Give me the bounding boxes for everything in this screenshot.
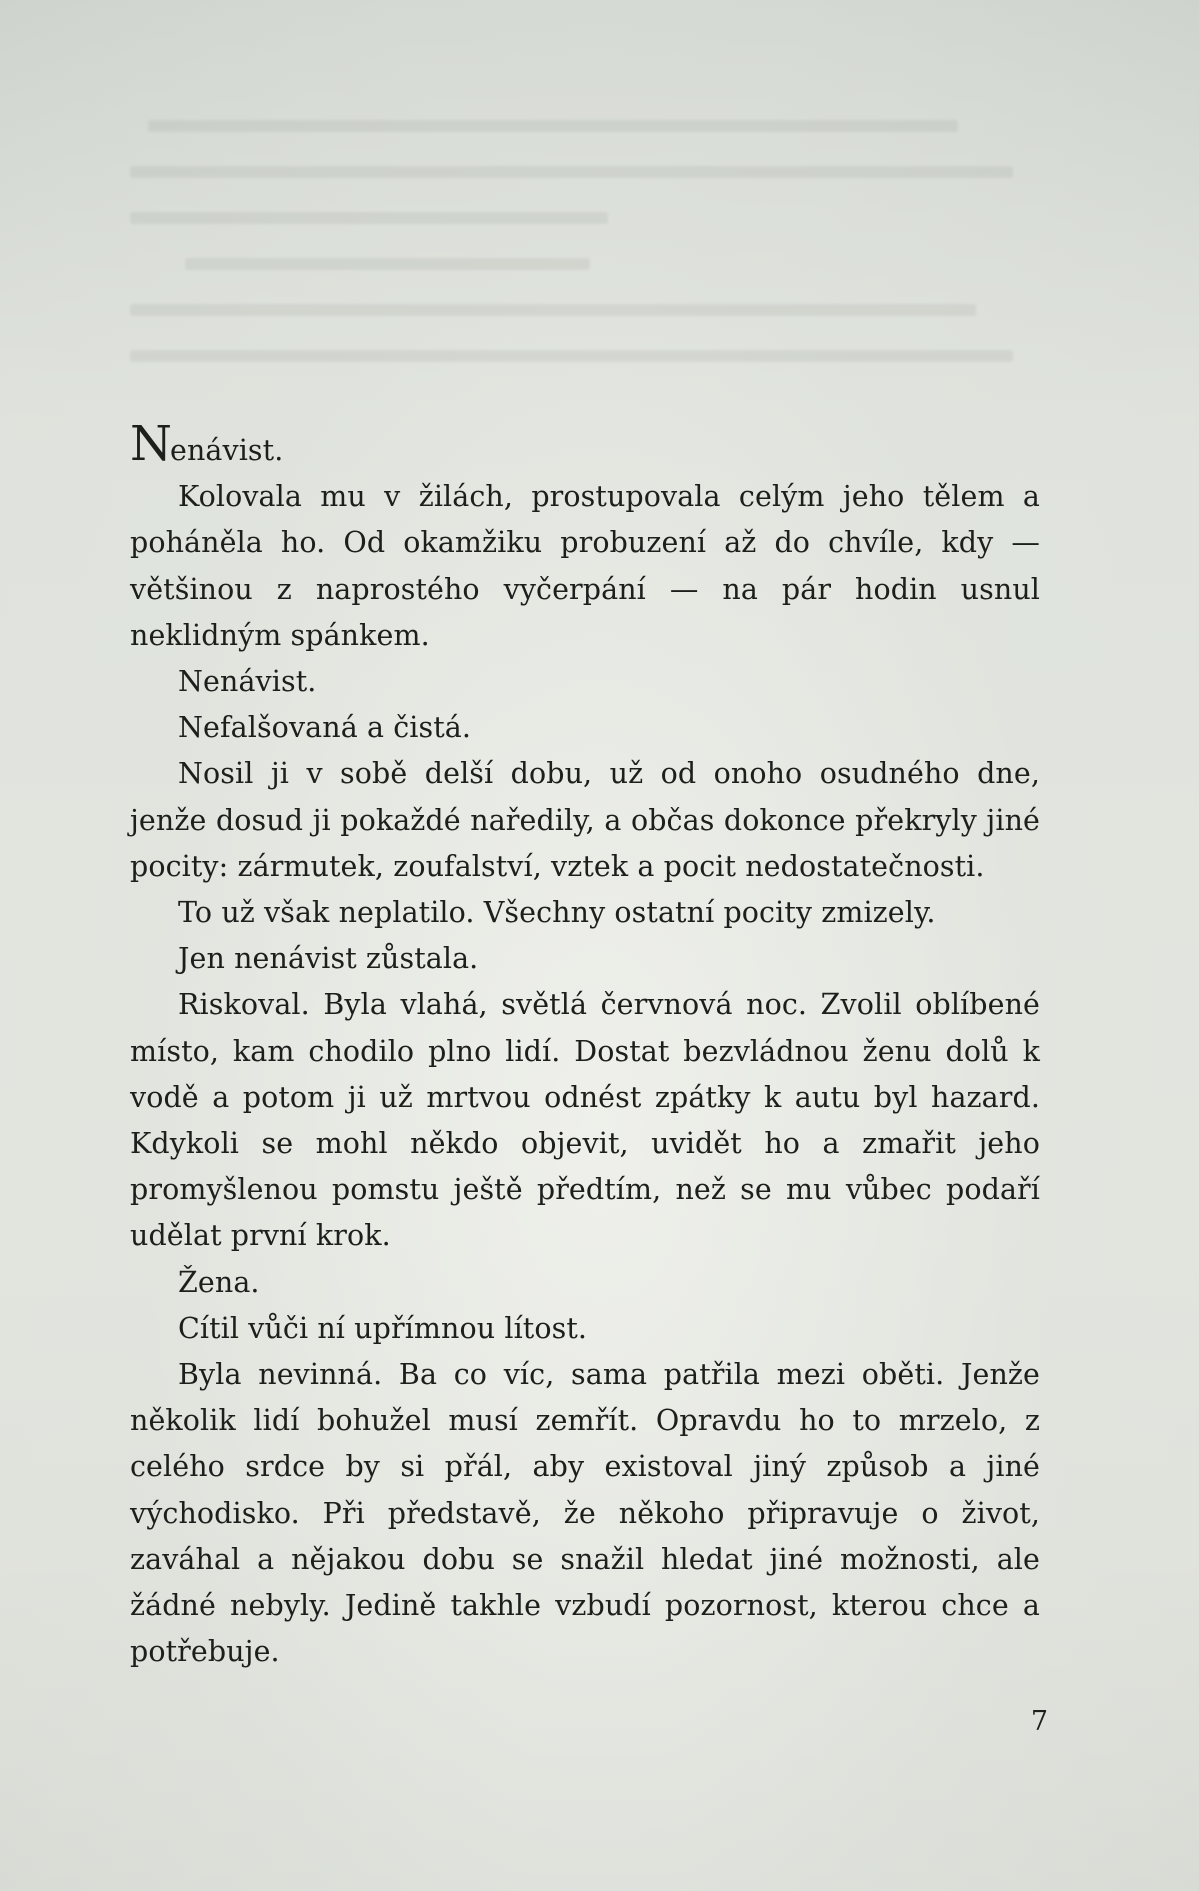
- body-text: [130, 416, 1040, 1675]
- drop-cap: N: [130, 416, 170, 472]
- paragraph: Žena.: [178, 1265, 260, 1299]
- paragraph: Nosil ji v sobě delší dobu, už od onoho osudného dne, jenže dosud ji pokaždé naředily, a občas dokonce překryly jiné pocity: zármutek, zoufalství, vztek a pocit nedostatečnosti.: [130, 757, 1040, 883]
- page-number: 7: [1030, 1706, 1048, 1737]
- paragraph: To už však neplatilo. Všechny ostatní pocity zmizely.: [178, 896, 936, 930]
- paragraph: Nenávist.: [178, 665, 317, 699]
- paragraph: Jen nenávist zůstala.: [178, 942, 479, 976]
- opening-paragraph: [130, 416, 1040, 474]
- paragraph: Kolovala mu v žilách, prostupovala celým jeho tělem a poháněla ho. Od okamžiku probuzení až do chvíle, kdy — většinou z naprostého vyčerpání — na pár hodin usnul neklidným spánkem.: [130, 480, 1040, 652]
- paragraph: Nefalšovaná a čistá.: [178, 711, 471, 745]
- paragraph: Cítil vůči ní upřímnou lítost.: [178, 1311, 588, 1345]
- opening-word: enávist.: [170, 434, 284, 467]
- paragraph: Byla nevinná. Ba co víc, sama patřila mezi oběti. Jenže několik lidí bohužel musí zemřít. Opravdu ho to mrzelo, z celého srdce by si přál, aby existoval jiný způsob a jiné východisko. Při představě, že někoho připravuje o život, zaváhal a nějakou dobu se snažil hledat jiné možnosti, ale žádné nebyly. Jedině takhle vzbudí pozornost, kterou chce a potřebuje.: [130, 1358, 1040, 1669]
- show-through-text: [130, 120, 1050, 420]
- paragraph: Riskoval. Byla vlahá, světlá červnová noc. Zvolil oblíbené místo, kam chodilo plno lidí. Dostat bezvládnou ženu dolů k vodě a potom ji už mrtvou odnést zpátky k autu byl hazard. Kdykoli se mohl někdo objevit, uvidět ho a zmařit jeho promyšlenou pomstu ještě předtím, než se mu vůbec podaří udělat první krok.: [130, 988, 1040, 1253]
